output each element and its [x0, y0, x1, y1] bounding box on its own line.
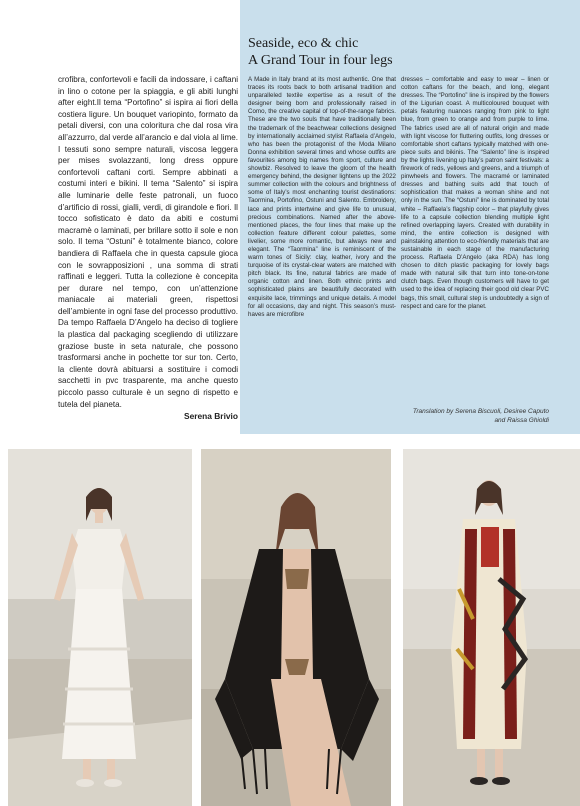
english-column-2: dresses – comfortable and easy to wear – linen or cotton caftans for the beach, and long, elegant dresses. The “Portofino” line is inspired by the flowers of the Ligurian coast. A multicoloured bouquet with petals featuring nuances ranging from pink to light blue, from green to orange and from purple to lime. The fabrics used are all of natural origin and made with light viscose for fluttering outfits, long dresses or comfortable short caftans typically matched with one-piece suits and bikinis. The “Salento” line is inspired by the lights livening up Italy’s patron saint festivals: a firework of reds, yellows and greens, and a triumph of pinwheels and flowers. The macramé or laminated dresses and bathing suits add that touch of sophistication that makes a woman shine and not only in the sun. The “Ostuni” line is dominated by total white – Raffaela’s flagship color – that playfully gives life to a capsule collection blending multiple light refined overlapping layers. Created with durability in mind, the entire collection is designed with painstaking attention to eco-friendly materials that are sustainable in each stage of the manufacturing process. Raffaela D’Angelo (aka RDA) has long chosen to ditch plastic packaging for lovely bags made with natural silk that turn into tone-on-tone clutch bags. Even though customers will have to get used to the idea of replacing their good old clear PVC bags, this small, cultural step is undoubtedly a sign of respect and care for the planet.: [401, 76, 549, 310]
photo-white-dress: [8, 449, 192, 806]
title-line-1: Seaside, eco & chic: [248, 36, 359, 51]
english-column-1: A Made in Italy brand at its most authentic. One that traces its roots back to both artisanal tradition and unparalleled textile expertise as a result of the designer being born and professionally raised in Como, the creative capital of top-of-the-range fabrics. These are the two souls that have traditionally been the trademark of the beachwear collections designed by internationally acclaimed stylist Raffaela d’Angelo, who has been the protagonist of the Moda Milano Donna exhibition several times and whose outfits are favourites among big names from sport, culture and showbiz. Resolved to leave the gloom of the health emergency behind, the designer lightens up the 2022 summer collection with the colours and brightness of some of Italy’s most enchanting tourist destinations: Taormina, Portofino, Ostuni and Salento. Embroidery, lace and prints intertwine and give life to unusual, precious combinations. Named after the above-mentioned places, the four lines that make up the collection feature different colour palettes, some livelier, some more romantic, but always new and elegant. The “Taormina” line is reminiscent of the warm tones of Sicily: clay, leather, ivory and the turquoise of its crystal-clear waters are matched with pitch black. Its fine, natural fabrics are made of organic cotton and linen. Both ethnic prints and sophisticated plains are beautifully decorated with exquisite lace, trimmings and unique details. A model for all occasions, day and night. This season’s must-haves are microfibre: [248, 76, 396, 318]
article-title: [248, 35, 393, 69]
italian-article-text: crofibra, confortevoli e facili da indossare, i caftani in lino o cotone per la spiaggia, e gli abiti lunghi after eight.Il tema “Portofino” si ispira ai fiori della costiera ligure. Un bouquet variopinto, formato da petali diversi, con una coloritura che dal rosa vira all’azzurro, dal verde all’arancio e dal viola al lime. I tessuti sono sempre naturali, viscosa leggera per mises svolazzanti, long dress oppure confortevoli caftani corti. Sempre abbinati a costumi interi e bikini. Il tema “Salento” si ispira alle luminarie delle feste patronali, un fuoco d’artificio di rossi, gialli, verdi, di girandole e fiori. Il tocco sofisticato è dato da abiti e costumi macramè o laminati, per brillare sotto il sole e non solo. Il tema “Ostuni” è totalmente bianco, colore bandiera di Raffaela che in questa capsule gioca con le sovrapposizioni , una somma di strati raffinati e leggeri. Tutta la collezione è concepita per durare nel tempo, con un’attenzione maniacale ai materiali green, rispettosi dell’ambiente in ogni fase del processo produttivo. Da tempo Raffaela D’Angelo ha deciso di togliere la plastica dal packaging scegliendo di utilizzare graziose buste in seta naturale, che possono trasformarsi anche in pochette tor sur ton. Certo, la cliente dovrà abituarsi a sostituire i comodi sacchetti in pvc trasparente, ma anche questo piccolo passo culturale è un segno di rispetto e tutela del pianeta.: [58, 75, 238, 409]
translation-credit: Translation by Serena Biscuoli, Desiree Caputo and Raissa Ghioldi: [412, 408, 549, 424]
author-signature: Serena Brivio: [184, 411, 238, 421]
photo-black-kimono: [201, 449, 391, 806]
photo-printed-kimono: [403, 449, 580, 806]
title-line-2: A Grand Tour in four legs: [248, 53, 393, 68]
